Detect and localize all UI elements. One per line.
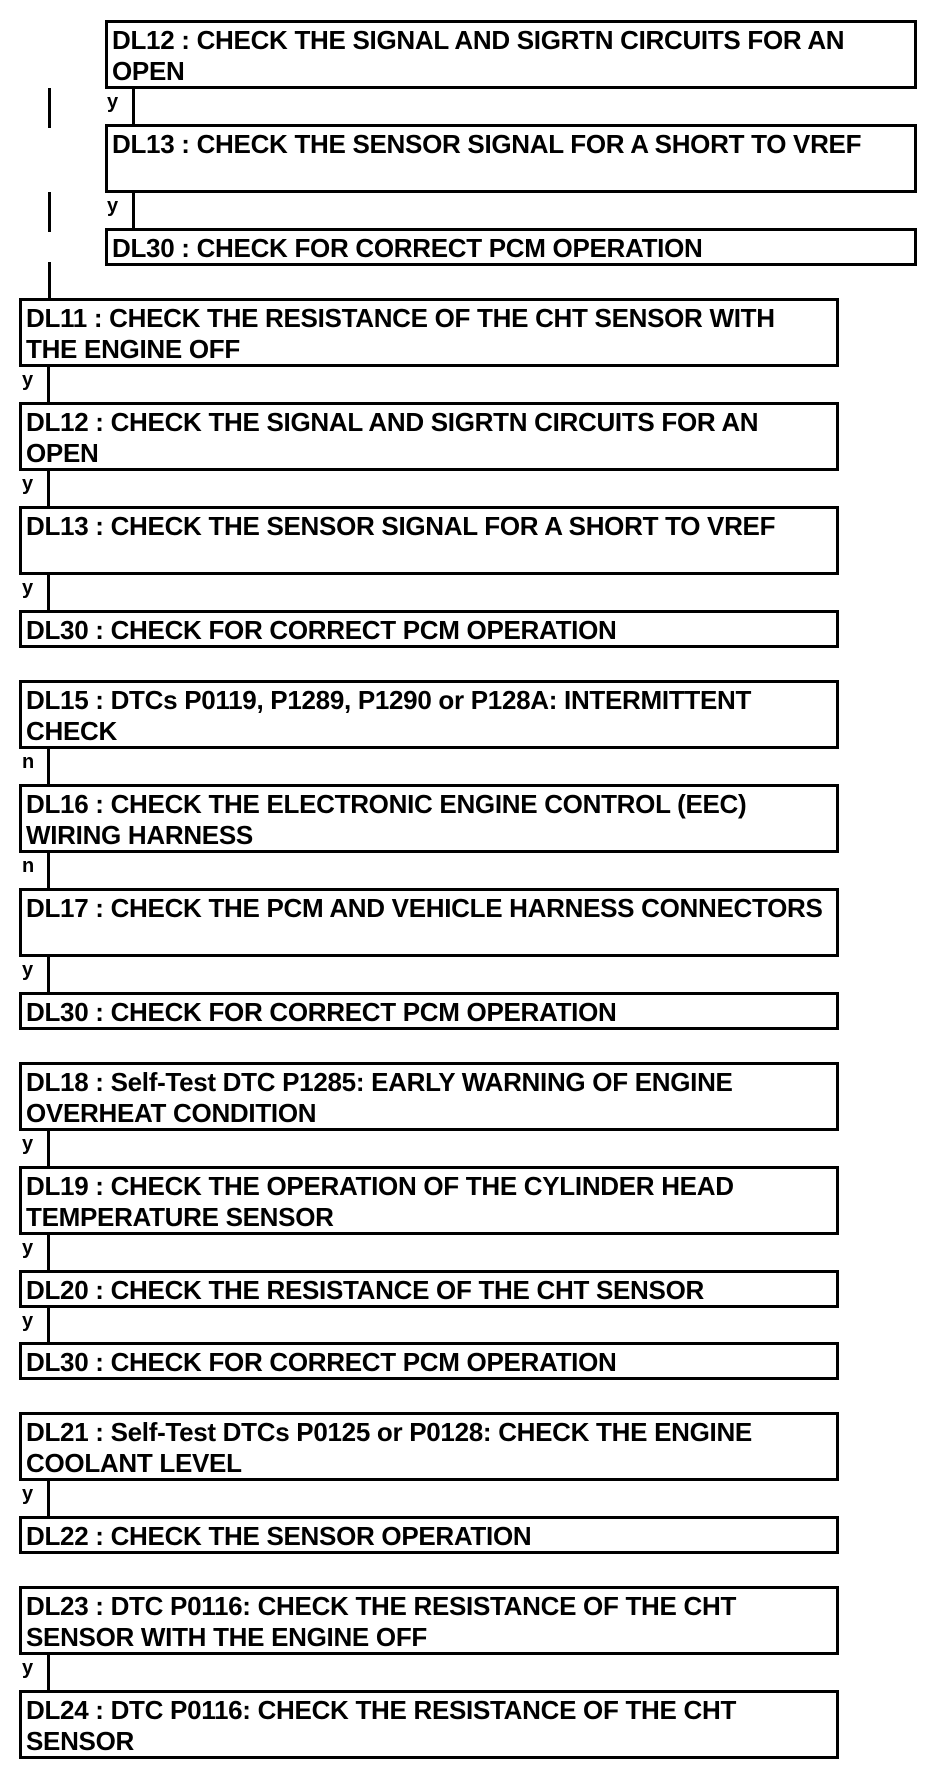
flow-connector — [47, 367, 50, 403]
answer-label: y — [22, 959, 34, 981]
step-box-dl30-nested: DL30 : CHECK FOR CORRECT PCM OPERATION — [105, 228, 917, 266]
flow-connector — [47, 1308, 50, 1343]
flow-connector — [47, 749, 50, 785]
answer-label: y — [22, 369, 34, 391]
step-box-dl19: DL19 : CHECK THE OPERATION OF THE CYLINDER HEAD TEMPERATURE SENSOR — [19, 1166, 839, 1235]
step-box-dl16: DL16 : CHECK THE ELECTRONIC ENGINE CONTROL (EEC) WIRING HARNESS — [19, 784, 839, 853]
answer-label: y — [107, 91, 119, 113]
step-box-dl23: DL23 : DTC P0116: CHECK THE RESISTANCE OF THE CHT SENSOR WITH THE ENGINE OFF — [19, 1586, 839, 1655]
step-box-dl12: DL12 : CHECK THE SIGNAL AND SIGRTN CIRCUITS FOR AN OPEN — [19, 402, 839, 471]
flow-connector — [47, 1131, 50, 1167]
outer-flow-connector — [48, 262, 51, 300]
flow-connector — [47, 1481, 50, 1517]
answer-label: y — [22, 1657, 34, 1679]
answer-label: y — [22, 1237, 34, 1259]
outer-flow-connector — [48, 88, 51, 128]
step-box-dl20: DL20 : CHECK THE RESISTANCE OF THE CHT SENSOR — [19, 1270, 839, 1308]
step-box-dl22: DL22 : CHECK THE SENSOR OPERATION — [19, 1516, 839, 1554]
answer-label: n — [22, 855, 35, 877]
flow-connector — [47, 1235, 50, 1271]
flow-connector — [132, 193, 135, 228]
outer-flow-connector — [48, 192, 51, 232]
step-box-dl15: DL15 : DTCs P0119, P1289, P1290 or P128A: INTERMITTENT CHECK — [19, 680, 839, 749]
flow-connector — [132, 89, 135, 124]
step-box-dl24: DL24 : DTC P0116: CHECK THE RESISTANCE OF THE CHT SENSOR — [19, 1690, 839, 1759]
step-box-dl18: DL18 : Self-Test DTC P1285: EARLY WARNING OF ENGINE OVERHEAT CONDITION — [19, 1062, 839, 1131]
step-box-dl17: DL17 : CHECK THE PCM AND VEHICLE HARNESS CONNECTORS — [19, 888, 839, 957]
flow-connector — [47, 1655, 50, 1691]
step-box-dl30: DL30 : CHECK FOR CORRECT PCM OPERATION — [19, 1342, 839, 1380]
step-box-dl12-nested: DL12 : CHECK THE SIGNAL AND SIGRTN CIRCUITS FOR AN OPEN — [105, 20, 917, 89]
step-box-dl21: DL21 : Self-Test DTCs P0125 or P0128: CHECK THE ENGINE COOLANT LEVEL — [19, 1412, 839, 1481]
flow-connector — [47, 957, 50, 993]
answer-label: n — [22, 751, 35, 773]
flow-connector — [47, 575, 50, 611]
flow-connector — [47, 471, 50, 507]
answer-label: y — [22, 577, 34, 599]
step-box-dl11: DL11 : CHECK THE RESISTANCE OF THE CHT SENSOR WITH THE ENGINE OFF — [19, 298, 839, 367]
answer-label: y — [22, 1310, 34, 1332]
flow-connector — [47, 853, 50, 889]
answer-label: y — [22, 1133, 34, 1155]
step-box-dl13: DL13 : CHECK THE SENSOR SIGNAL FOR A SHORT TO VREF — [19, 506, 839, 575]
step-box-dl30: DL30 : CHECK FOR CORRECT PCM OPERATION — [19, 992, 839, 1030]
answer-label: y — [107, 195, 119, 217]
step-box-dl13-nested: DL13 : CHECK THE SENSOR SIGNAL FOR A SHORT TO VREF — [105, 124, 917, 193]
answer-label: y — [22, 1483, 34, 1505]
step-box-dl30: DL30 : CHECK FOR CORRECT PCM OPERATION — [19, 610, 839, 648]
answer-label: y — [22, 473, 34, 495]
